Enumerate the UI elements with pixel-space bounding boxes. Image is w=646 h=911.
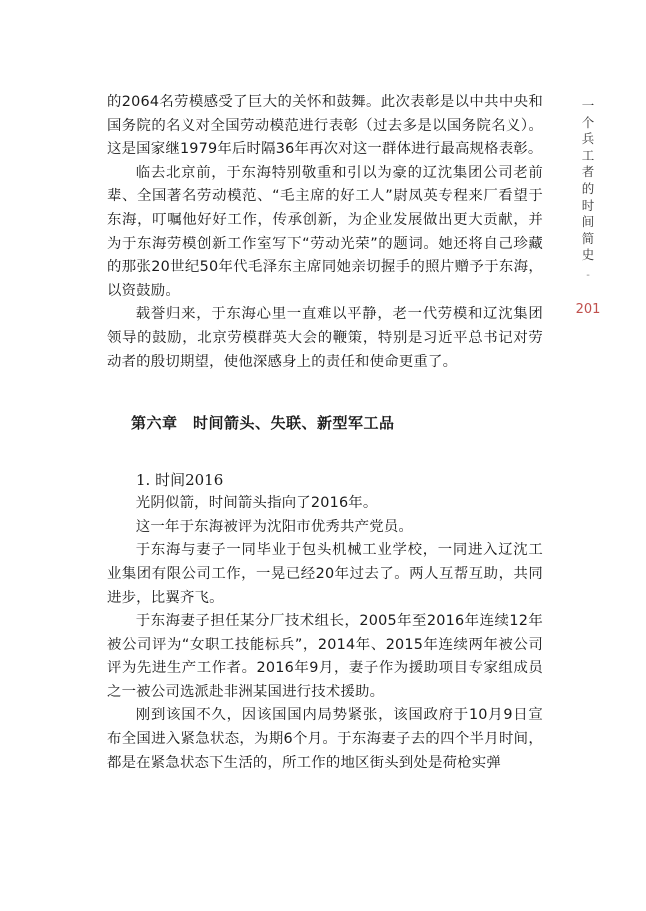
running-title-char: 时 (581, 197, 595, 213)
paragraph: 于东海妻子担任某分厂技术组长，2005年至2016年连续12年被公司评为“女职工技能标兵”，2014年、2015年连续两年被公司评为先进生产工作者。2016年9月，妻子作为援助项目专家组成员之一被公司选派赴非洲某国进行技术援助。 (107, 613, 543, 700)
running-title-char: 工 (581, 147, 595, 163)
running-title-char: 兵 (581, 131, 595, 147)
paragraph: 这一年于东海被评为沈阳市优秀共产党员。 (135, 518, 414, 535)
running-title-char: 史 (581, 247, 595, 263)
page-number: 201 (575, 302, 601, 317)
running-title-char: 间 (581, 214, 595, 230)
running-title-char: 一 (581, 98, 595, 113)
paragraph: 于东海与妻子一同毕业于包头机械工业学校，一同进入辽沈工业集团有限公司工作，一晃已经20年过去了。两人互帮互助，共同进步，比翼齐飞。 (107, 542, 543, 606)
paragraph: 的2064名劳模感受了巨大的关怀和鼓舞。此次表彰是以中共中央和国务院的名义对全国劳动模范进行表彰（过去多是以国务院名义）。这是国家继1979年后时隔36年再次对这一群体进行最高规格表彰。 (107, 94, 543, 158)
paragraph: 刚到该国不久，因该国国内局势紧张，该国政府于10月9日宣布全国进入紧急状态，为期6个月。于东海妻子去的四个半月时间，都是在紧急状态下生活的，所工作的地区街头到处是荷枪实弹 (107, 707, 543, 771)
paragraph: 临去北京前，于东海特别敬重和引以为豪的辽沈集团公司老前辈、全国著名劳动模范、“毛主席的好工人”尉凤英专程来厂看望于东海，叮嘱他好好工作，传承创新，为企业发展做出更大贡献，并为于东海劳模创新工作室写下“劳动光荣”的题词。她还将自己珍藏的那张20世纪50年代毛泽东主席同她亲切握手的照片赠予于东海，以资鼓励。 (107, 164, 543, 299)
chapter-title: 第六章 时间箭头、失联、新型军工品 (131, 414, 395, 433)
running-title-char: 者 (581, 164, 595, 180)
paragraph: 载誉归来，于东海心里一直难以平静，老一代劳模和辽沈集团领导的鼓励，北京劳模群英大会的鞭策，特别是习近平总书记对劳动者的殷切期望，使他深感身上的责任和使命更重了。 (107, 306, 543, 370)
running-title-char: 简 (581, 230, 595, 246)
running-title (578, 98, 598, 264)
body-text (107, 91, 543, 775)
running-title-separator: - (586, 270, 590, 281)
section-title: 1. 时间2016 (136, 471, 224, 490)
running-title-char: 的 (581, 180, 595, 196)
running-title-char: 个 (581, 114, 595, 130)
paragraph: 光阴似箭，时间箭头指向了2016年。 (135, 495, 378, 512)
